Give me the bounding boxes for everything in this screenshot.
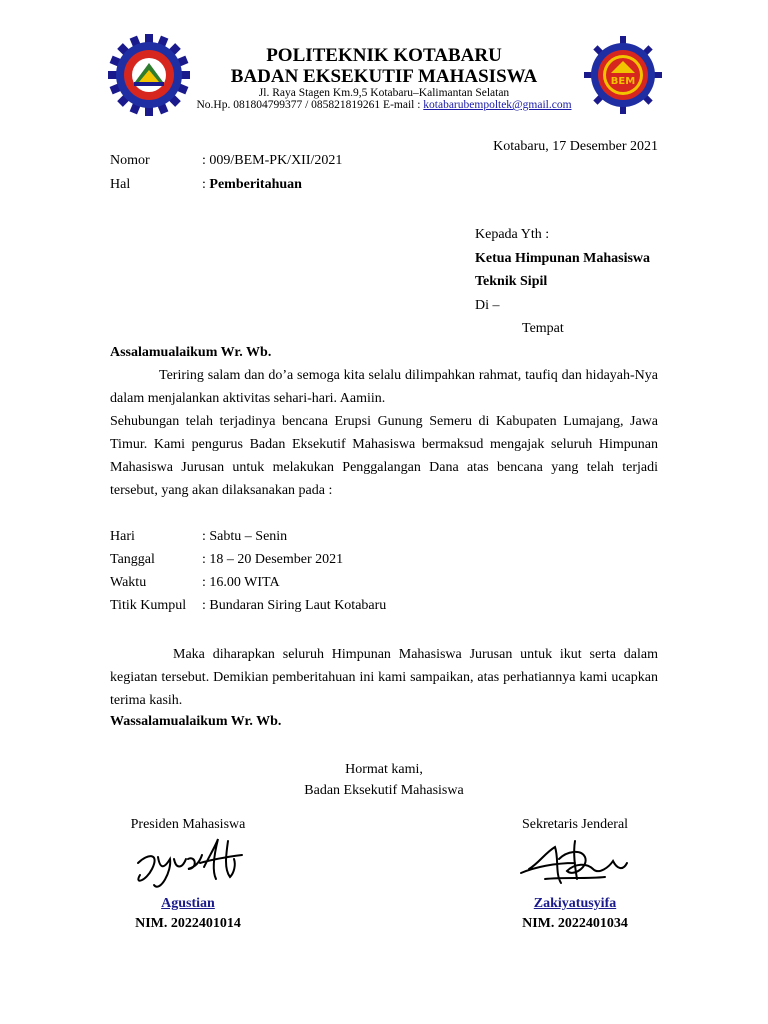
detail-value: : Sabtu – Senin (202, 529, 288, 544)
signatory-secretary (485, 817, 665, 833)
detail-value: : Bundaran Siring Laut Kotabaru (202, 598, 387, 613)
detail-row (110, 552, 343, 568)
recipient-line3: Teknik Sipil (475, 274, 548, 289)
sign-off-line1: Hormat kami, (345, 762, 423, 777)
greeting: Assalamualaikum Wr. Wb. (110, 345, 272, 360)
email-link[interactable]: kotabarubempoltek@gmail.com (423, 99, 572, 111)
signatory-president-details (98, 894, 278, 934)
detail-label: Hari (110, 529, 135, 544)
recipient-line5: Tempat (522, 321, 564, 336)
signatory-secretary-details (485, 894, 665, 934)
signatory-name: Agustian (161, 896, 215, 911)
detail-value: : 18 – 20 Desember 2021 (202, 552, 344, 567)
paragraph-1: Teriring salam dan do’a semoga kita selalu dilimpahkan rahmat, taufiq dan hidayah-Nya dalam menjalankan aktivitas sehari-hari. Aamiin. (110, 368, 658, 406)
sign-off (260, 759, 508, 801)
signatory-president (98, 817, 278, 833)
signatory-role: Presiden Mahasiswa (130, 817, 246, 832)
hal-row (110, 177, 302, 193)
institution-name: POLITEKNIK KOTABARU (266, 45, 502, 66)
hal-sep: : (202, 177, 210, 192)
nomor-label: Nomor (110, 153, 150, 168)
recipient-line1: Kepada Yth : (475, 227, 550, 242)
detail-label: Tanggal (110, 552, 155, 567)
recipient-line4: Di – (475, 297, 500, 313)
bem-logo-text: BEM (610, 76, 636, 87)
signature-president (130, 835, 250, 900)
signatory-nim: NIM. 2022401014 (135, 916, 241, 931)
paragraph-3: Maka diharapkan seluruh Himpunan Mahasiswa Jurusan untuk ikut serta dalam kegiatan tersebut. Demikian pemberitahuan ini kami sampaikan, atas perhatiannya kami ucapkan terima kasih. (110, 647, 658, 708)
detail-row (110, 575, 280, 591)
signatory-role: Sekretaris Jenderal (521, 817, 629, 832)
nomor-row (110, 153, 342, 169)
detail-row (110, 529, 287, 545)
nomor-value: : 009/BEM-PK/XII/2021 (202, 153, 343, 168)
hal-label: Hal (110, 177, 131, 192)
recipient-block (475, 223, 650, 341)
date-line: Kotabaru, 17 Desember 2021 (493, 139, 658, 154)
detail-label: Waktu (110, 575, 147, 590)
sign-off-line2: Badan Eksekutif Mahasiswa (304, 783, 464, 798)
signature-secretary (515, 833, 635, 902)
address: Jl. Raya Stagen Km.9,5 Kotabaru–Kalimantan Selatan (258, 87, 510, 99)
closing: Wassalamualaikum Wr. Wb. (110, 714, 282, 729)
signatory-nim: NIM. 2022401034 (522, 916, 628, 931)
paragraph-2: Sehubungan telah terjadinya bencana Erupsi Gunung Semeru di Kabupaten Lumajang, Jawa Timur. Kami pengurus Badan Eksekutif Mahasiswa bermaksud mengajak seluruh Himpunan Mahasiswa Jurusan untuk melakukan Penggalangan Dana atas bencana yang telah terjadi tersebut, yang akan dilaksanakan pada : (110, 414, 658, 498)
hal-value: Pemberitahuan (209, 177, 302, 192)
organization-name: BADAN EKSEKUTIF MAHASISWA (230, 66, 538, 87)
detail-value: : 16.00 WITA (202, 575, 280, 590)
signatory-name: Zakiyatusyifa (533, 896, 617, 911)
recipient-line2: Ketua Himpunan Mahasiswa (475, 250, 651, 266)
contact-phone: No.Hp. 081804799377 / 085821819261 E-mail : (196, 99, 424, 111)
detail-row (110, 598, 386, 614)
detail-label: Titik Kumpul (110, 598, 187, 613)
contact-line (170, 99, 598, 112)
